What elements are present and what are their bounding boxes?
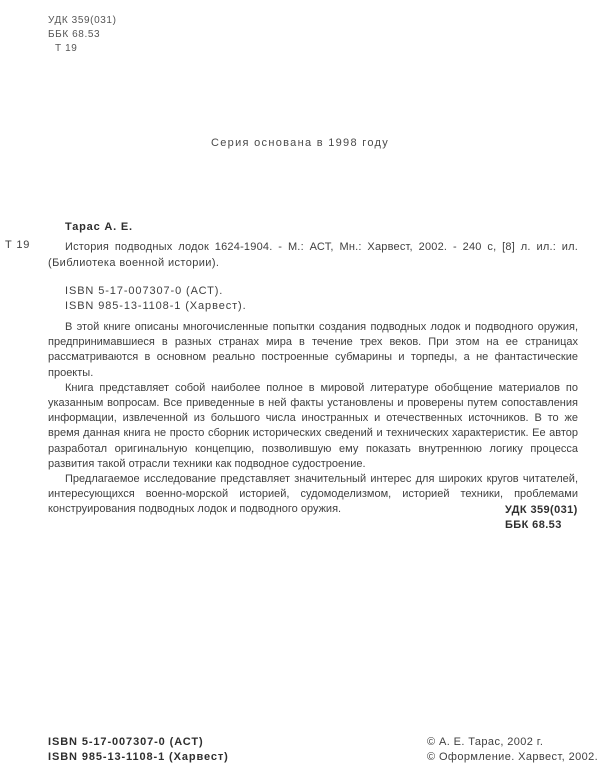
- bbk-code-bottom: ББК 68.53: [505, 519, 562, 531]
- isbn-block: [65, 284, 247, 314]
- catalog-code-top: Т 19: [55, 43, 78, 54]
- udk-code-bottom: УДК 359(031): [505, 504, 578, 516]
- annotation-text: [48, 320, 578, 518]
- catalog-code: Т 19: [5, 239, 31, 251]
- footer-isbn-ast: ISBN 5-17-007307-0 (АСТ): [48, 736, 204, 748]
- isbn-line-ast: ISBN 5-17-007307-0 (АСТ).: [65, 285, 224, 297]
- footer-copyright-block: [427, 735, 598, 765]
- annotation-paragraph-1: В этой книге описаны многочисленные попытки создания подводных лодок и подводного оружия, предпринимавшиеся в разных странах мира в течение трех веков. При этом на ее страницах рассматриваются в основном реально построенные субмарины и торпеды, а не фантастические проекты.: [48, 321, 578, 379]
- isbn-line-harvest: ISBN 985-13-1108-1 (Харвест).: [65, 300, 247, 312]
- udk-code-top: УДК 359(031): [48, 15, 117, 26]
- footer-isbn-block: [48, 735, 229, 765]
- bbk-code-top: ББК 68.53: [48, 29, 101, 40]
- catalog-entry: [48, 239, 578, 271]
- annotation-paragraph-3: Предлагаемое исследование представляет значительный интерес для широких кругов читателей, интересующихся военно-морской историей, судомоделизмом, историей техники, проблемами конструирования подводных лодок и подводного оружия.: [48, 473, 578, 516]
- footer-isbn-harvest: ISBN 985-13-1108-1 (Харвест): [48, 751, 229, 763]
- catalog-entry-block: [0, 239, 600, 271]
- catalog-entry-line2: (Библиотека военной истории).: [48, 257, 220, 269]
- annotation-paragraph-2: Книга представляет собой наиболее полное в мировой литературе обобщение материалов по указанным вопросам. Все приведенные в ней факты установлены и проверены путем сопоставления информации, извлеченной из большого числа иностранных и отечественных источников. В то же время данная книга не просто сборник исторических сведений и технических характеристик. Ее автор разработал оригинальную концепцию, позволившую ему показать внутреннюю логику процесса развития такой отрасли техники как подводное судостроение.: [48, 381, 578, 470]
- top-cataloguing-codes: [48, 14, 117, 56]
- copyright-design: © Оформление. Харвест, 2002.: [427, 751, 599, 763]
- classification-codes: [505, 503, 578, 533]
- catalog-entry-line1: История подводных лодок 1624-1904. - М.: АСТ, Мн.: Харвест, 2002. - 240 с, [8] л. ил.: ил.: [65, 241, 578, 253]
- copyright-author: © А. Е. Тарас, 2002 г.: [427, 736, 544, 748]
- series-note: Серия основана в 1998 году: [210, 137, 390, 149]
- author-name: Тарас А. Е.: [65, 221, 133, 233]
